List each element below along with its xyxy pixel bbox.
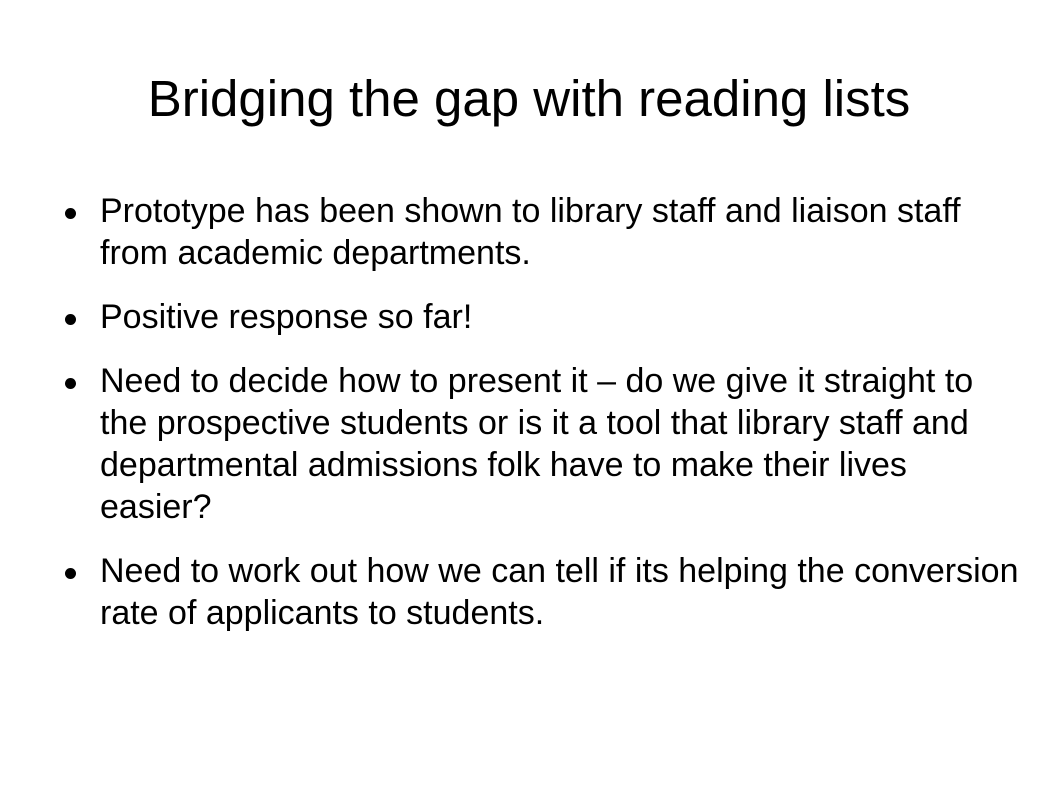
- bullet-icon: [65, 314, 76, 325]
- bullet-icon: [65, 378, 76, 389]
- bullet-icon: [65, 568, 76, 579]
- bullet-text: Need to decide how to present it – do we give it straight to the prospective students or is it a tool that library staff and departmental admissions folk have to make their lives easier?: [100, 362, 974, 526]
- bullet-icon: [65, 208, 76, 219]
- list-item: [62, 296, 1022, 338]
- bullet-text: Prototype has been shown to library staff and liaison staff from academic departments.: [100, 192, 961, 272]
- bullet-text: Positive response so far!: [100, 298, 473, 336]
- slide-title: Bridging the gap with reading lists: [147, 70, 911, 127]
- list-item: [62, 550, 1022, 634]
- list-item: [62, 360, 1022, 528]
- bullet-list: [62, 190, 1022, 656]
- list-item: [62, 190, 1022, 274]
- bullet-text: Need to work out how we can tell if its helping the conversion rate of applicants to students.: [100, 552, 1019, 632]
